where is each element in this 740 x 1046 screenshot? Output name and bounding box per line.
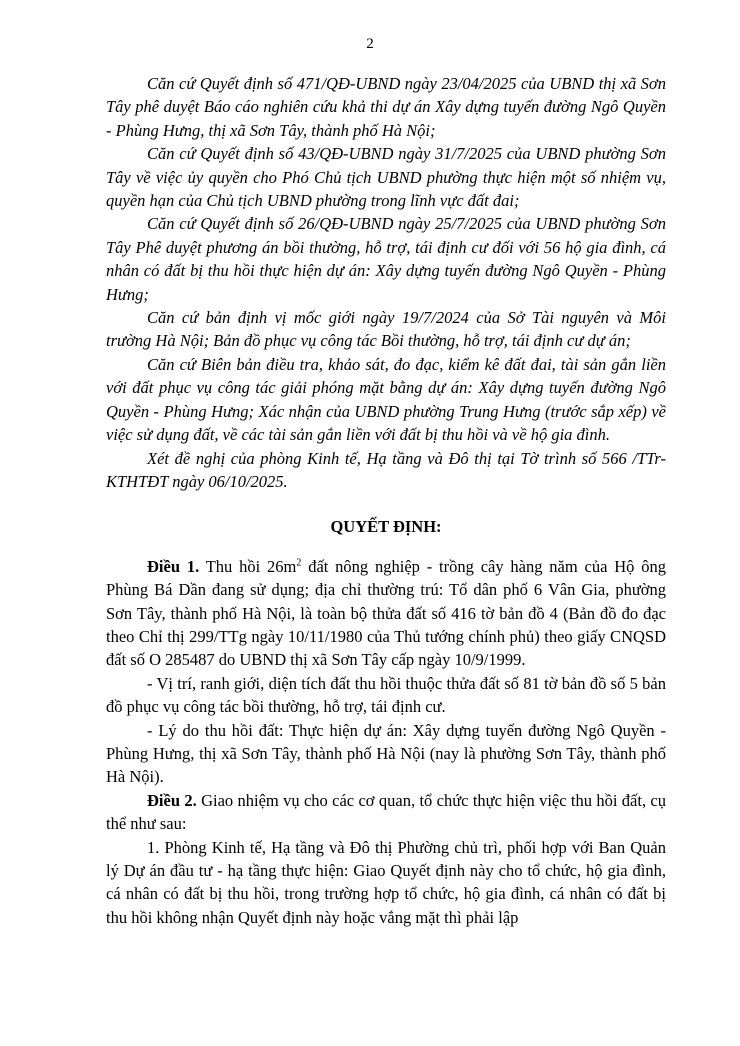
preamble-paragraph: Căn cứ bản định vị mốc giới ngày 19/7/2024 của Sở Tài nguyên và Môi trường Hà Nội; Bản đồ phục vụ công tác Bồi thường, hỗ trợ, tái định cư dự án; [106, 308, 666, 351]
preamble-paragraph: Căn cứ Quyết định số 471/QĐ-UBND ngày 23/04/2025 của UBND thị xã Sơn Tây phê duyệt Báo cáo nghiên cứu khả thi dự án Xây dựng tuyến đường Ngô Quyền - Phùng Hưng, thị xã Sơn Tây, thành phố Hà Nội; [106, 74, 666, 140]
article-1 [106, 555, 666, 672]
area-unit-superscript: 2 [296, 557, 302, 569]
article-1-bullet: - Lý do thu hồi đất: Thực hiện dự án: Xây dựng tuyến đường Ngô Quyền - Phùng Hưng, thị xã Sơn Tây, thành phố Hà Nội (nay là phường Sơn Tây, thành phố Hà Nội). [106, 720, 666, 787]
article-1-text: Thu hồi 26m [199, 556, 297, 576]
article-2-item: 1. Phòng Kinh tế, Hạ tầng và Đô thị Phường chủ trì, phối hợp với Ban Quản lý Dự án đầu tư - hạ tầng thực hiện: Giao Quyết định này cho tổ chức, hộ gia đình, cá nhân có đất bị thu hồi, trong trường hợp tổ chức, hộ gia đình, cá nhân có đất bị thu hồi không nhận Quyết định này hoặc vắng mặt thì phải lập [106, 837, 666, 927]
article-1-label: Điều 1. [147, 556, 200, 576]
preamble-paragraph: Căn cứ Quyết định số 26/QĐ-UBND ngày 25/7/2025 của UBND phường Sơn Tây Phê duyệt phương án bồi thường, hỗ trợ, tái định cư đối với 56 hộ gia đình, cá nhân có đất bị thu hồi thực hiện dự án: Xây dựng tuyến đường Ngô Quyền - Phùng Hưng; [106, 214, 666, 304]
article-1-text-cont: đất nông nghiệp - trồng cây hàng năm của Hộ ông Phùng Bá Dần đang sử dụng; địa chỉ thường trú: Tổ dân phố 6 Vân Gia, phường Sơn Tây, thành phố Hà Nội, là toàn bộ thửa đất số 416 tờ bản đồ 4 (Bản đồ đo đạc theo Chỉ thị 299/TTg ngày 10/11/1980 của Thủ tướng chính phủ) theo giấy CNQSD đất số O 285487 do UBND thị xã Sơn Tây cấp ngày 10/9/1999. [106, 556, 666, 670]
document-body [106, 72, 666, 929]
preamble-paragraph: Căn cứ Quyết định số 43/QĐ-UBND ngày 31/7/2025 của UBND phường Sơn Tây về việc ủy quyền cho Phó Chủ tịch UBND phường thực hiện một số nhiệm vụ, quyền hạn của Chủ tịch UBND phường trong lĩnh vực đất đai; [106, 144, 666, 211]
article-2 [106, 789, 666, 836]
preamble-paragraph: Xét đề nghị của phòng Kinh tế, Hạ tầng và Đô thị tại Tờ trình số 566 /TTr-KTHTĐT ngày 06/10/2025. [106, 448, 666, 491]
preamble-paragraph: Căn cứ Biên bản điều tra, khảo sát, đo đạc, kiểm kê đất đai, tài sản gắn liền với đất phục vụ công tác giải phóng mặt bằng dự án: Xây dựng tuyến đường Ngô Quyền - Phùng Hưng; Xác nhận của UBND phường Trung Hưng (trước sắp xếp) về việc sử dụng đất, về các tài sản gắn liền với đất bị thu hồi và về hộ gia đình. [106, 354, 666, 445]
article-2-text: Giao nhiệm vụ cho các cơ quan, tổ chức thực hiện việc thu hồi đất, cụ thể như sau: [106, 790, 666, 834]
decision-heading: QUYẾT ĐỊNH: [330, 517, 442, 537]
article-1-bullet: - Vị trí, ranh giới, diện tích đất thu hồi thuộc thửa đất số 81 tờ bản đồ số 5 bản đồ phục vụ công tác bồi thường, hỗ trợ, tái định cư. [106, 673, 666, 717]
article-2-label: Điều 2. [147, 790, 197, 810]
page-number: 2 [366, 36, 374, 52]
